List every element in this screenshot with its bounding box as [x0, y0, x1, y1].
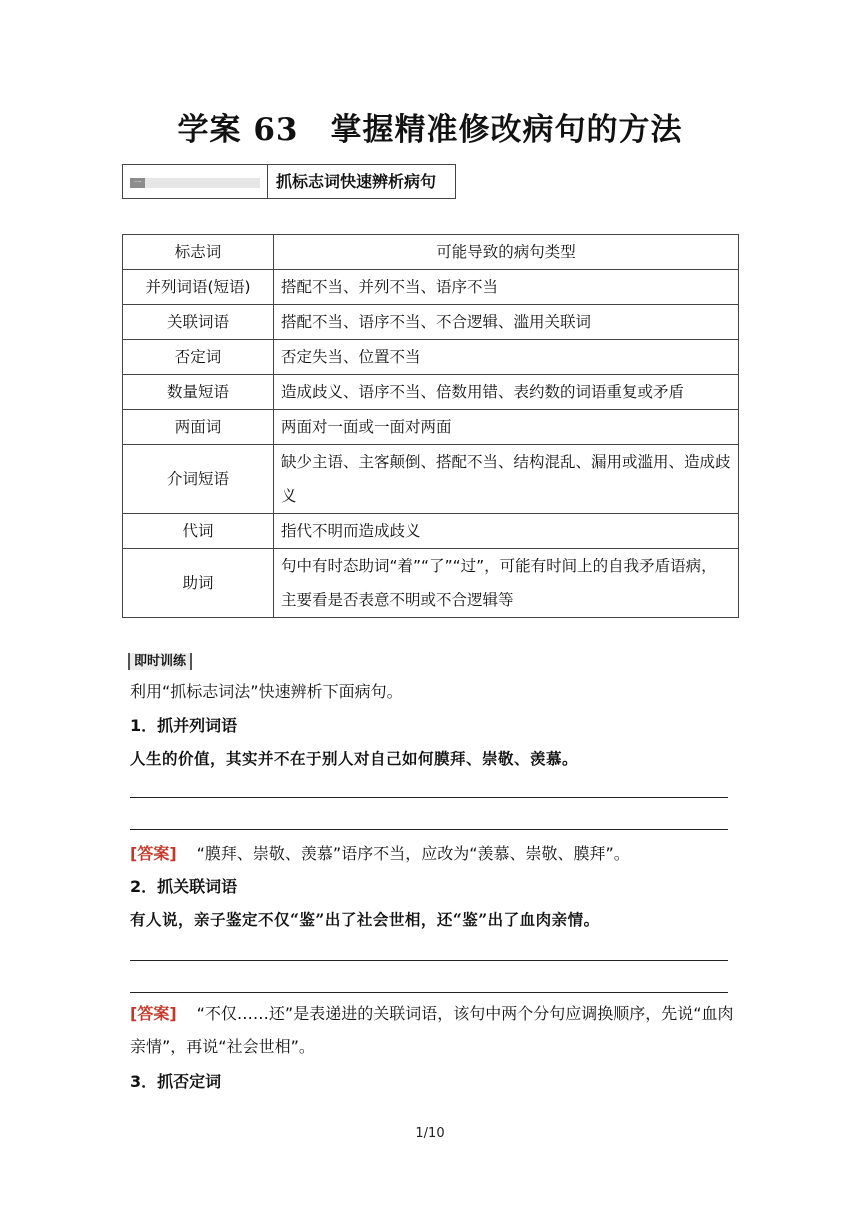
practice-intro: 利用“抓标志词法”快速辨析下面病句。	[130, 682, 403, 701]
table-cell-marker: 关联词语	[123, 305, 274, 340]
table-cell-types: 指代不明而造成歧义	[274, 514, 739, 549]
item-heading: 3．抓否定词	[130, 1072, 222, 1091]
marker-table	[122, 234, 739, 618]
answer-block	[130, 838, 740, 870]
table-row	[123, 445, 739, 514]
section-bar	[130, 178, 260, 188]
practice-tag: 即时训练	[128, 653, 192, 670]
table-cell-marker: 助词	[123, 549, 274, 618]
table-cell-marker: 否定词	[123, 340, 274, 375]
question-text: 人生的价值，其实并不在于别人对自己如何膜拜、崇敬、羡慕。	[130, 749, 579, 768]
table-header-row	[123, 235, 739, 270]
answer-blank-line	[130, 829, 728, 830]
answer-blank-line	[130, 960, 728, 961]
table-cell-marker: 代词	[123, 514, 274, 549]
answer-label: [答案]	[130, 844, 177, 863]
section-header	[122, 164, 456, 199]
section-number-cell	[123, 165, 268, 198]
table-cell-types: 造成歧义、语序不当、倍数用错、表约数的词语重复或矛盾	[274, 375, 739, 410]
answer-text: “不仅……还”是表递进的关联词语，该句中两个分句应调换顺序，先说“血肉亲情”，再说“社会世相”。	[130, 1004, 734, 1056]
answer-text: “膜拜、崇敬、羡慕”语序不当，应改为“羡慕、崇敬、膜拜”。	[196, 844, 630, 863]
item-heading: 2．抓关联词语	[130, 877, 238, 896]
page-number: 1/10	[415, 1126, 445, 1141]
table-row	[123, 549, 739, 618]
answer-blank-line	[130, 992, 728, 993]
table-cell-types: 句中有时态助词“着”“了”“过”，可能有时间上的自我矛盾语病，主要看是否表意不明或不合逻辑等	[274, 549, 739, 618]
answer-blank-line	[130, 797, 728, 798]
question-text: 有人说，亲子鉴定不仅“鉴”出了社会世相，还“鉴”出了血肉亲情。	[130, 910, 600, 929]
table-row	[123, 514, 739, 549]
table-cell-marker: 介词短语	[123, 445, 274, 514]
table-row	[123, 270, 739, 305]
table-cell-types: 否定失当、位置不当	[274, 340, 739, 375]
answer-label: [答案]	[130, 1004, 177, 1023]
table-cell-types: 搭配不当、语序不当、不合逻辑、滥用关联词	[274, 305, 739, 340]
table-header-marker: 标志词	[123, 235, 274, 270]
table-cell-types: 两面对一面或一面对两面	[274, 410, 739, 445]
page-title: 学案 63 掌握精准修改病句的方法	[177, 112, 683, 148]
table-cell-marker: 数量短语	[123, 375, 274, 410]
table-row	[123, 305, 739, 340]
table-row	[123, 375, 739, 410]
answer-block	[130, 997, 740, 1063]
table-header-types: 可能导致的病句类型	[274, 235, 739, 270]
section-number: 一	[130, 178, 145, 188]
item-heading: 1．抓并列词语	[130, 716, 238, 735]
section-heading: 抓标志词快速辨析病句	[276, 172, 437, 191]
table-cell-marker: 两面词	[123, 410, 274, 445]
table-row	[123, 340, 739, 375]
table-cell-types: 搭配不当、并列不当、语序不当	[274, 270, 739, 305]
table-cell-marker: 并列词语(短语)	[123, 270, 274, 305]
table-row	[123, 410, 739, 445]
table-cell-types: 缺少主语、主客颠倒、搭配不当、结构混乱、漏用或滥用、造成歧义	[274, 445, 739, 514]
